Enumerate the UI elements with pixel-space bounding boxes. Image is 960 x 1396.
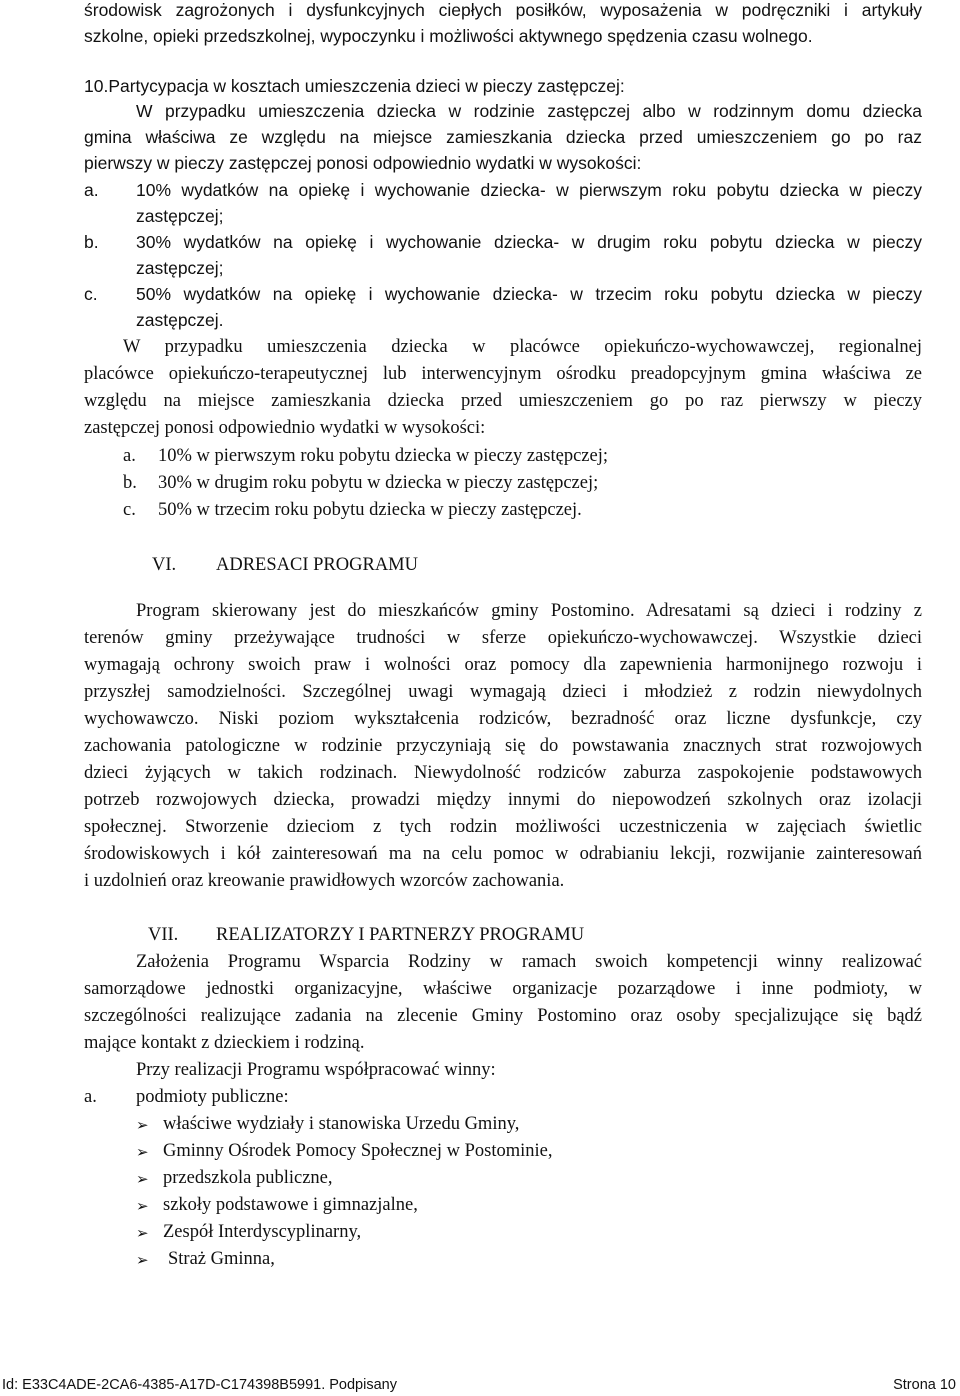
list-item: 10% w pierwszym roku pobytu dziecka w pieczy zastępczej; xyxy=(158,446,608,466)
paragraph-line: szczególności realizujące zadania na zlecenie Gminy Postomino oraz osoby specjalizujące się bądź xyxy=(84,1006,922,1026)
paragraph-line: zachowania patologiczne w rodzinie przyczyniają się do powstawania znacznych strat rozwojowych xyxy=(84,736,922,756)
paragraph-line: wychowawczo. Niski poziom wykształcenia rodziców, bezradność oraz liczne dysfunkcje, czy xyxy=(84,709,922,729)
bullet-item: Gminny Ośrodek Pomocy Społecznej w Postominie, xyxy=(163,1141,553,1161)
paragraph-line: W przypadku umieszczenia dziecka w placówce opiekuńczo-wychowawczej, regionalnej xyxy=(123,337,922,357)
arrow-bullet-icon: ➢ xyxy=(136,1116,149,1134)
paragraph-line: dzieci żyjących w takich rodzinach. Niewydolność rodziców zaburza zaspokojenie podstawowych xyxy=(84,763,922,783)
paragraph-line: zastępczej ponosi odpowiednio wydatki w wysokości: xyxy=(84,418,486,438)
paragraph-line: społecznej. Stworzenie dzieciom z tych rodzin możliwości uczestniczenia w zajęciach świetlic xyxy=(84,817,922,837)
list-item: zastępczej; xyxy=(136,258,224,278)
paragraph-line: mające kontakt z dzieckiem i rodziną. xyxy=(84,1033,365,1053)
paragraph-line: środowiskowych i kół zainteresowań ma na celu pomoc w odrabianiu lekcji, rozwijanie zainteresowań xyxy=(84,844,922,864)
paragraph-line: potrzeb rozwojowych dziecka, prowadzi między innymi do niepowodzeń szkolnych oraz izolacji xyxy=(84,790,922,810)
list-marker: a. xyxy=(84,1087,97,1107)
list-marker: b. xyxy=(123,473,137,493)
lead-line: szkolne, opieki przedszkolnej, wypoczynku i możliwości aktywnego spędzenia czasu wolnego. xyxy=(84,26,813,46)
arrow-bullet-icon: ➢ xyxy=(136,1251,149,1269)
list-item: 30% wydatków na opiekę i wychowanie dziecka- w drugim roku pobytu dziecka w pieczy xyxy=(136,232,922,252)
list-item: podmioty publiczne: xyxy=(136,1087,289,1107)
list-item: 30% w drugim roku pobytu w dziecka w pieczy zastępczej; xyxy=(158,473,599,493)
list-marker: b. xyxy=(84,232,99,252)
bullet-item: szkoły podstawowe i gimnazjalne, xyxy=(163,1195,418,1215)
list-item: 50% w trzecim roku pobytu dziecka w pieczy zastępczej. xyxy=(158,500,582,520)
paragraph-line: gmina właściwa ze względu na miejsce zamieszkania dziecka przed umieszczeniem go po raz xyxy=(84,127,922,147)
paragraph-line: przyszłej samodzielności. Szczególnej uwagi wymagają dzieci i młodzież z rodzin niewydolnych xyxy=(84,682,922,702)
bullet-item: Zespół Interdyscyplinarny, xyxy=(163,1222,362,1242)
section-6-title: ADRESACI PROGRAMU xyxy=(216,555,418,575)
paragraph-line: placówce opiekuńczo-terapeutycznej lub interwencyjnym ośrodku preadopcyjnym gmina właściwa ze xyxy=(84,364,922,384)
list-marker: c. xyxy=(84,284,98,304)
arrow-bullet-icon: ➢ xyxy=(136,1170,149,1188)
list-item: 10% wydatków na opiekę i wychowanie dziecka- w pierwszym roku pobytu dziecka w pieczy xyxy=(136,180,922,200)
section-7-title: REALIZATORZY I PARTNERZY PROGRAMU xyxy=(216,925,585,945)
arrow-bullet-icon: ➢ xyxy=(136,1143,149,1161)
footer-document-id: Id: E33C4ADE-2CA6-4385-A17D-C174398B5991. Podpisany xyxy=(2,1377,397,1393)
list-item: zastępczej; xyxy=(136,206,224,226)
arrow-bullet-icon: ➢ xyxy=(136,1197,149,1215)
arrow-bullet-icon: ➢ xyxy=(136,1224,149,1242)
paragraph-line: i uzdolnień oraz kreowanie prawidłowych wzorców zachowania. xyxy=(84,871,565,891)
section-10-heading: 10.Partycypacja w kosztach umieszczenia dzieci w pieczy zastępczej: xyxy=(84,76,625,96)
paragraph-line: W przypadku umieszczenia dziecka w rodzinie zastępczej albo w rodzinnym domu dziecka xyxy=(136,101,922,121)
paragraph-line: terenów gminy przeżywające trudności w sferze opiekuńczo-wychowawczej. Wszystkie dzieci xyxy=(84,628,922,648)
paragraph-line: pierwszy w pieczy zastępczej ponosi odpowiednio wydatki w wysokości: xyxy=(84,153,642,173)
paragraph-line: samorządowe jednostki organizacyjne, właściwe organizacje pozarządowe i inne podmioty, w xyxy=(84,979,922,999)
bullet-item: Straż Gminna, xyxy=(168,1249,275,1269)
paragraph-line: Program skierowany jest do mieszkańców gminy Postomino. Adresatami są dzieci i rodziny z xyxy=(136,601,922,621)
section-6-number: VI. xyxy=(152,555,177,575)
section-7-number: VII. xyxy=(148,925,179,945)
bullet-item: właściwe wydziały i stanowiska Urzedu Gminy, xyxy=(163,1114,520,1134)
paragraph-line: Przy realizacji Programu współpracować winny: xyxy=(136,1060,496,1080)
bullet-item: przedszkola publiczne, xyxy=(163,1168,333,1188)
paragraph-line: wymagają ochrony swoich praw i wolności oraz pomocy dla zapewnienia harmonijnego rozwoju i xyxy=(84,655,922,675)
footer-page-number: Strona 10 xyxy=(893,1377,956,1393)
paragraph-line: Założenia Programu Wsparcia Rodziny w ramach swoich kompetencji winny realizować xyxy=(136,952,922,972)
list-marker: a. xyxy=(84,180,99,200)
list-marker: a. xyxy=(123,446,136,466)
list-item: 50% wydatków na opiekę i wychowanie dziecka- w trzecim roku pobytu dziecka w pieczy xyxy=(136,284,922,304)
lead-line: środowisk zagrożonych i dysfunkcyjnych ciepłych posiłków, wyposażenia w podręczniki i artykuły xyxy=(84,0,922,20)
list-item: zastępczej. xyxy=(136,310,224,330)
paragraph-line: względu na miejsce zamieszkania dziecka przed umieszczeniem go po raz pierwszy w pieczy xyxy=(84,391,922,411)
list-marker: c. xyxy=(123,500,136,520)
